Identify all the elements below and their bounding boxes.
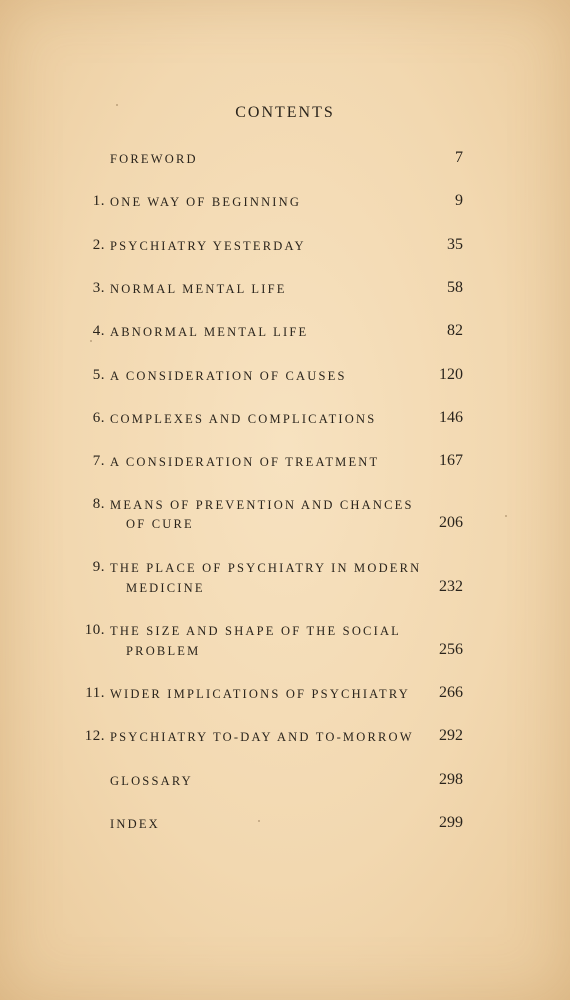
toc-entry-title: GLOSSARY: [110, 774, 193, 788]
toc-entry-title-continued: OF CURE: [126, 517, 194, 531]
toc-entry-number: 3.: [92, 280, 105, 296]
toc-entry-page: 292: [439, 727, 463, 744]
toc-entry-number: 1.: [92, 193, 105, 209]
toc-entry-number: 10.: [84, 622, 105, 638]
toc-entry-page: 256: [439, 641, 463, 658]
toc-entry-page: 206: [439, 514, 463, 531]
toc-entry-number: 7.: [92, 453, 105, 469]
paper-speck: [505, 515, 507, 517]
toc-entry-title: FOREWORD: [110, 152, 198, 166]
toc-entry-title: WIDER IMPLICATIONS OF PSYCHIATRY: [110, 687, 410, 701]
toc-entry-number: 2.: [92, 237, 105, 253]
toc-entry-title-continued: MEDICINE: [126, 581, 205, 595]
toc-entry-title: THE SIZE AND SHAPE OF THE SOCIAL: [110, 624, 402, 638]
toc-entry-page: 266: [439, 684, 463, 701]
toc-entry-page: 299: [439, 814, 463, 831]
toc-entry-number: 4.: [92, 323, 105, 339]
toc-entry-page: 82: [447, 322, 463, 339]
toc-entry-page: 298: [439, 771, 463, 788]
toc-entry-title: PSYCHIATRY TO-DAY AND TO-MORROW: [110, 730, 414, 744]
toc-entry-title: A CONSIDERATION OF TREATMENT: [110, 455, 380, 469]
toc-entry-page: 58: [447, 279, 463, 296]
toc-entry-page: 35: [447, 236, 463, 253]
toc-entry-title: NORMAL MENTAL LIFE: [110, 282, 287, 296]
toc-entry-number: 12.: [84, 728, 105, 744]
paper-speck: [90, 340, 92, 342]
toc-entry-title: COMPLEXES AND COMPLICATIONS: [110, 412, 377, 426]
toc-entry-title: A CONSIDERATION OF CAUSES: [110, 369, 347, 383]
toc-entry-title-continued: PROBLEM: [126, 644, 201, 658]
toc-entry-number: 8.: [92, 496, 105, 512]
toc-entry-title: ONE WAY OF BEGINNING: [110, 195, 302, 209]
toc-entry-number: 11.: [85, 685, 105, 701]
toc-entry-title: INDEX: [110, 817, 160, 831]
toc-entry-page: 167: [439, 452, 463, 469]
toc-entry-title: MEANS OF PREVENTION AND CHANCES: [110, 498, 414, 512]
paper-speck: [258, 820, 260, 822]
toc-entry-title: PSYCHIATRY YESTERDAY: [110, 239, 306, 253]
toc-entry-page: 120: [439, 366, 463, 383]
toc-entry-page: 232: [439, 578, 463, 595]
toc-entry-page: 9: [455, 192, 463, 209]
toc-entry-page: 7: [455, 149, 463, 166]
toc-entry-number: 6.: [92, 410, 105, 426]
paper-speck: [116, 104, 118, 106]
toc-entry-title: THE PLACE OF PSYCHIATRY IN MODERN: [110, 561, 422, 575]
toc-entry-number: 5.: [92, 367, 105, 383]
toc-entry-title: ABNORMAL MENTAL LIFE: [110, 325, 309, 339]
page-title: CONTENTS: [235, 104, 335, 121]
toc-entry-number: 9.: [92, 559, 105, 575]
toc-entry-page: 146: [439, 409, 463, 426]
